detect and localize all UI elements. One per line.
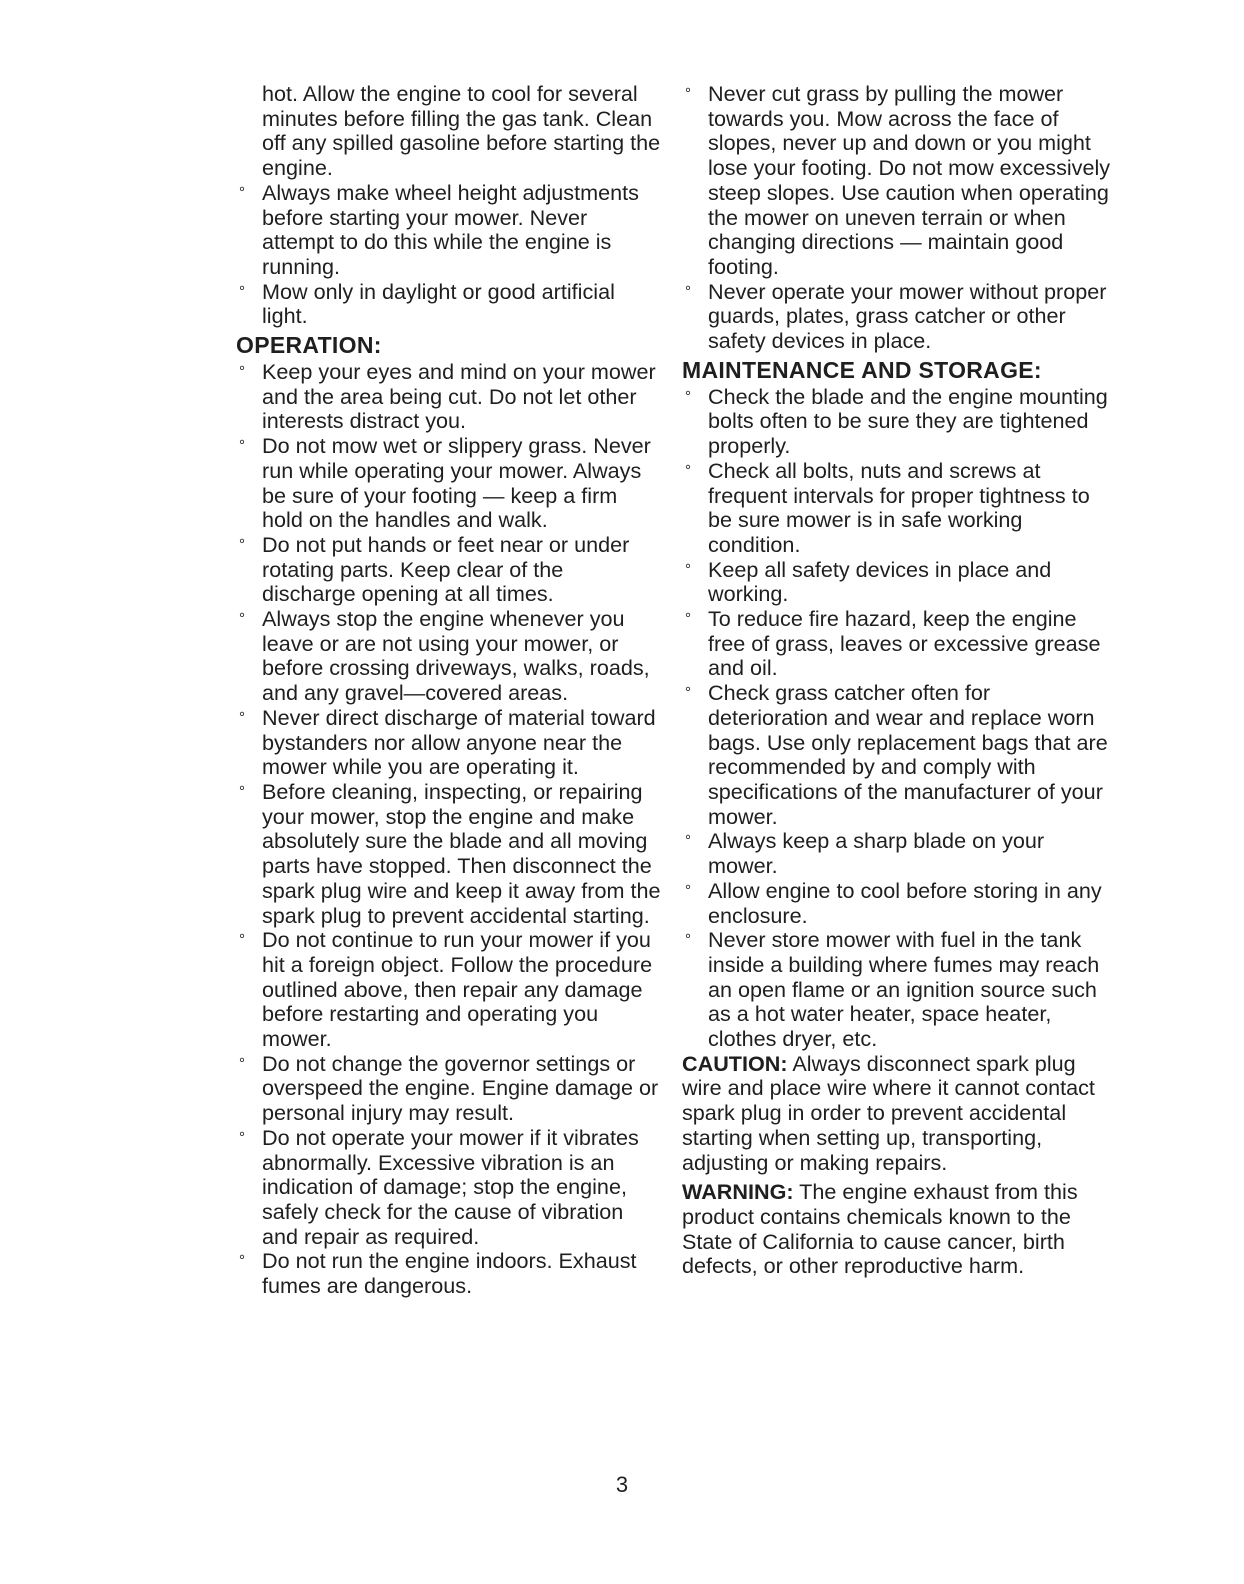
bullet-icon: ° bbox=[239, 1252, 245, 1270]
warning-text: The engine exhaust from this product contains chemicals known to the State of California to cause cancer, birth defects, or other reproductive harm. bbox=[682, 1179, 1078, 1279]
maintenance-heading: MAINTENANCE AND STORAGE: bbox=[682, 356, 1042, 383]
list-item: ° Never cut grass by pulling the mower towards you. Mow across the face of slopes, never up and down or you might lose your footing. Do not mow excessively steep slopes. Use caution when operating the mower on uneven terrain or when changing directions — maintain good footing. bbox=[685, 81, 1111, 279]
caution-note bbox=[682, 1052, 1112, 1176]
bullet-icon: ° bbox=[239, 1128, 245, 1146]
list-item: ° Never operate your mower without proper guards, plates, grass catcher or other safety devices in place. bbox=[685, 278, 1107, 354]
list-item: ° Mow only in daylight or good artificial light. bbox=[239, 278, 615, 329]
bullet-icon: ° bbox=[685, 85, 691, 102]
bullet-icon: ° bbox=[685, 560, 691, 578]
list-item: ° To reduce fire hazard, keep the engine free of grass, leaves or excessive grease and oil. bbox=[685, 606, 1101, 681]
list-item: ° Check the blade and the engine mounting bolts often to be sure they are tightened properly. bbox=[685, 383, 1108, 459]
bullet-icon: ° bbox=[685, 461, 691, 479]
bullet-icon: ° bbox=[239, 610, 245, 628]
list-item: ° Always keep a sharp blade on your mower. bbox=[685, 828, 1045, 879]
bullet-icon: ° bbox=[239, 363, 245, 381]
pre-operation-list bbox=[236, 181, 661, 329]
caution-text: Always disconnect spark plug wire and place wire where it cannot contact spark plug in order to prevent accidental starting when setting up, transporting, adjusting or making repairs. bbox=[682, 1050, 1095, 1175]
page-number: 3 bbox=[615, 1472, 629, 1497]
bullet-icon: ° bbox=[239, 708, 245, 726]
operation-list bbox=[236, 360, 661, 1299]
caution-label: CAUTION: bbox=[682, 1050, 788, 1076]
bullet-icon: ° bbox=[239, 931, 245, 949]
bullet-icon: ° bbox=[685, 684, 691, 702]
warning-note bbox=[682, 1180, 1112, 1279]
bullet-icon: ° bbox=[239, 437, 245, 455]
left-column bbox=[236, 82, 661, 1299]
list-item: ° Do not change the governor settings or overspeed the engine. Engine damage or personal injury may result. bbox=[239, 1050, 659, 1126]
list-item: ° Never direct discharge of material toward bystanders nor allow anyone near the mower while you are operating it. bbox=[239, 704, 656, 780]
pre-maintenance-list bbox=[682, 82, 1112, 354]
warning-label: WARNING: bbox=[682, 1179, 794, 1205]
bullet-icon: ° bbox=[685, 387, 691, 405]
list-item: ° Do not continue to run your mower if you hit a foreign object. Follow the procedure outlined above, then repair any damage before restarting and operating you mower. bbox=[239, 927, 653, 1052]
bullet-icon: ° bbox=[239, 535, 245, 553]
list-item: ° Always make wheel height adjustments before starting your mower. Never attempt to do this while the engine is running. bbox=[239, 179, 639, 279]
operation-heading: OPERATION: bbox=[236, 332, 382, 359]
list-item: ° Do not put hands or feet near or under rotating parts. Keep clear of the discharge opening at all times. bbox=[239, 531, 630, 607]
bullet-icon: ° bbox=[239, 1054, 245, 1072]
bullet-icon: ° bbox=[685, 931, 691, 949]
maintenance-list bbox=[682, 385, 1112, 1052]
bullet-icon: ° bbox=[685, 881, 691, 899]
right-column bbox=[682, 82, 1112, 1279]
bullet-icon: ° bbox=[239, 183, 245, 201]
list-item: ° Always stop the engine whenever you leave or are not using your mower, or before crossing driveways, walks, roads, and any gravel—covered areas. bbox=[239, 606, 650, 706]
list-item: ° Keep your eyes and mind on your mower and the area being cut. Do not let other interests distract you. bbox=[239, 359, 656, 434]
bullet-icon: ° bbox=[239, 282, 245, 300]
continuation-paragraph: hot. Allow the engine to cool for several minutes before filling the gas tank. Clean off any spilled gasoline before starting the engine. bbox=[262, 81, 661, 181]
list-item: ° Keep all safety devices in place and working. bbox=[685, 556, 1052, 607]
list-item: ° Do not mow wet or slippery grass. Never run while operating your mower. Always be sure of your footing — keep a firm hold on the handles and walk. bbox=[239, 433, 651, 533]
bullet-icon: ° bbox=[685, 282, 691, 300]
list-item: ° Check grass catcher often for deterioration and wear and replace worn bags. Use only replacement bags that are recommended by and comply with specifications of the manufacturer of your mower. bbox=[685, 680, 1108, 829]
list-item: ° Allow engine to cool before storing in any enclosure. bbox=[685, 877, 1102, 928]
bullet-icon: ° bbox=[239, 782, 245, 800]
bullet-icon: ° bbox=[685, 610, 691, 628]
list-item: ° Before cleaning, inspecting, or repairing your mower, stop the engine and make absolutely sure the blade and all moving parts have stopped. Then disconnect the spark plug wire and keep it away from the spark plug to prevent accidental starting. bbox=[239, 778, 661, 928]
list-item: ° Never store mower with fuel in the tank inside a building where fumes may reach an open flame or an ignition source such as a hot water heater, space heater, clothes dryer, etc. bbox=[685, 927, 1100, 1052]
list-item: ° Check all bolts, nuts and screws at frequent intervals for proper tightness to be sure mower is in safe working condition. bbox=[685, 457, 1090, 557]
list-item: ° Do not operate your mower if it vibrates abnormally. Excessive vibration is an indication of damage; stop the engine, safely check for the cause of vibration and repair as required. bbox=[239, 1124, 639, 1249]
bullet-icon: ° bbox=[685, 832, 691, 850]
list-item: ° Do not run the engine indoors. Exhaust fumes are dangerous. bbox=[239, 1248, 637, 1299]
